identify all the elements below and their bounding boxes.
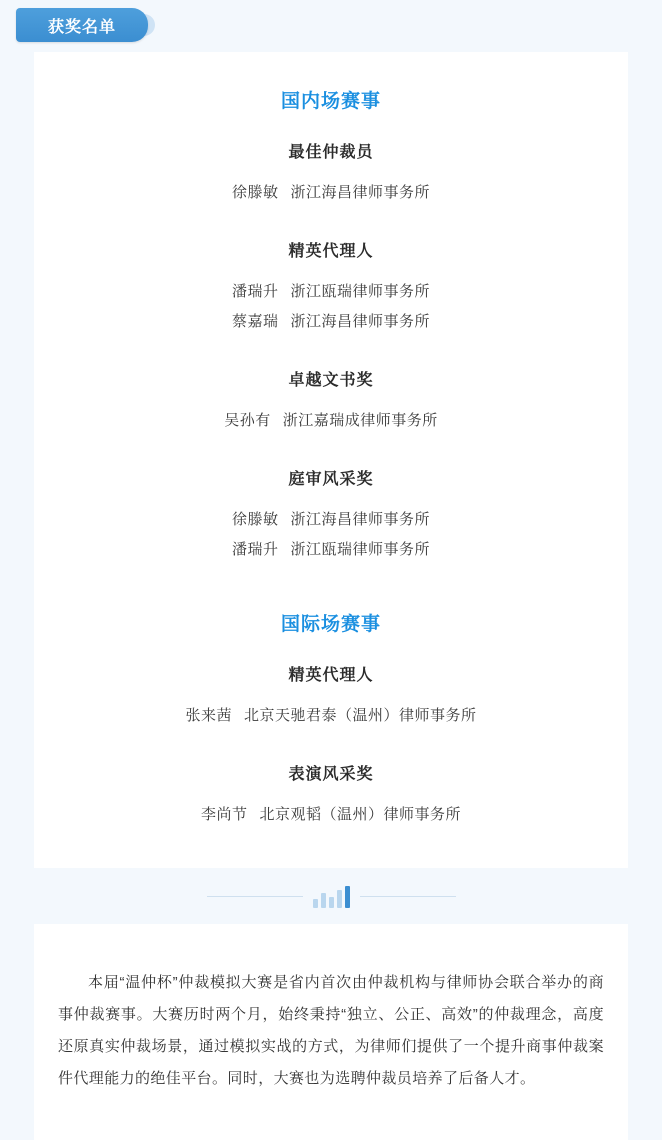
divider-line-left — [207, 896, 303, 897]
award-sections — [54, 86, 608, 830]
winner-row — [54, 701, 608, 731]
winner-name: 潘瑞升 — [231, 541, 279, 558]
winner-name: 张来茜 — [185, 707, 232, 724]
award-group — [54, 238, 608, 337]
summary-card — [34, 924, 628, 1140]
award-title: 最佳仲裁员 — [288, 144, 374, 161]
award-group — [54, 139, 608, 208]
award-title: 表演风采奖 — [288, 766, 374, 783]
winner-row — [54, 277, 608, 307]
award-title: 精英代理人 — [288, 243, 374, 260]
winner-row — [54, 535, 608, 565]
winner-row — [54, 800, 608, 830]
winner-row — [54, 178, 608, 208]
award-group — [54, 761, 608, 830]
award-group — [54, 367, 608, 436]
winner-row — [54, 505, 608, 535]
winner-row — [54, 406, 608, 436]
winner-firm: 浙江瓯瑞律师事务所 — [290, 283, 431, 300]
section-tab-award-list — [16, 8, 148, 42]
award-title: 精英代理人 — [288, 667, 374, 684]
winner-firm: 北京观韬（温州）律师事务所 — [259, 806, 462, 823]
award-list-card — [34, 52, 628, 868]
section-title: 国际场赛事 — [280, 614, 381, 635]
winner-name: 徐滕敏 — [231, 511, 279, 528]
winner-name: 李尚节 — [200, 806, 248, 823]
award-group — [54, 662, 608, 731]
page-header — [0, 0, 662, 52]
section-title: 国内场赛事 — [280, 91, 381, 112]
summary-text: 本届“温仲杯”仲裁模拟大赛是省内首次由仲裁机构与律师协会联合举办的商事仲裁赛事。大赛历时两个月，始终秉持“独立、公正、高效”的仲裁理念，高度还原真实仲裁场景，通过模拟实战的方式，为律师们提供了一个提升商事仲裁案件代理能力的绝佳平台。同时，大赛也为选聘仲裁员培养了后备人才。 — [58, 974, 604, 1087]
winner-firm: 浙江海昌律师事务所 — [290, 313, 431, 330]
winner-firm: 浙江海昌律师事务所 — [290, 184, 431, 201]
section-tab-label: 获奖名单 — [47, 18, 116, 36]
divider-line-right — [360, 896, 456, 897]
divider-ornament — [0, 868, 662, 924]
winner-name: 吴孙有 — [224, 412, 271, 429]
winner-firm: 浙江海昌律师事务所 — [290, 511, 431, 528]
award-title: 卓越文书奖 — [288, 372, 374, 389]
bar-chart-icon — [313, 884, 350, 908]
winner-name: 蔡嘉瑞 — [231, 313, 279, 330]
winner-firm: 浙江瓯瑞律师事务所 — [290, 541, 431, 558]
award-title: 庭审风采奖 — [288, 471, 374, 488]
award-group — [54, 466, 608, 565]
winner-name: 徐滕敏 — [231, 184, 279, 201]
winner-firm: 北京天驰君泰（温州）律师事务所 — [244, 707, 477, 724]
winner-name: 潘瑞升 — [231, 283, 279, 300]
winner-firm: 浙江嘉瑞成律师事务所 — [282, 412, 438, 429]
winner-row — [54, 307, 608, 337]
